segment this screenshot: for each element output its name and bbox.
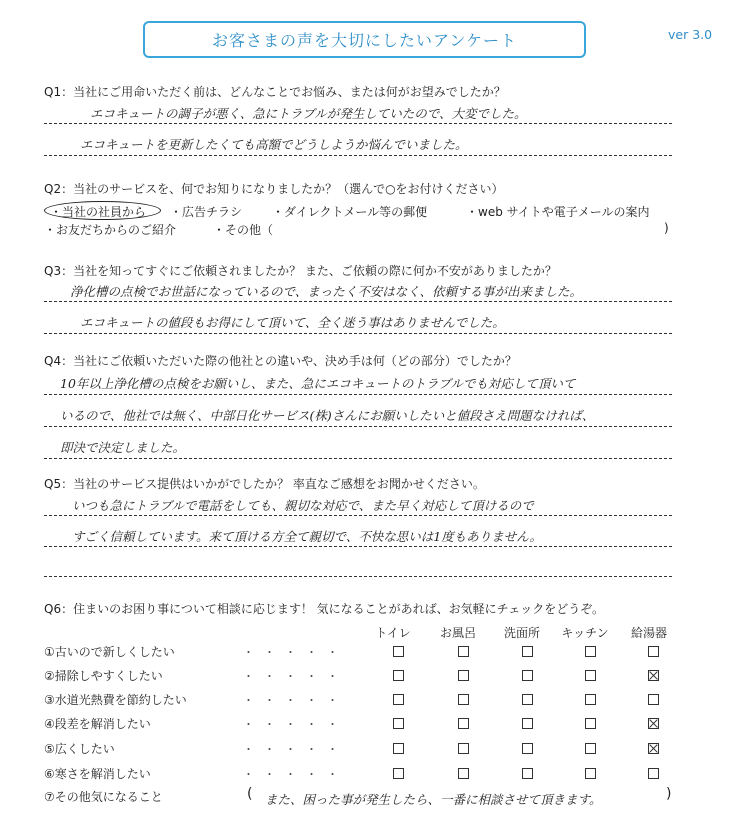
checkbox-checked[interactable] bbox=[648, 670, 659, 681]
q6-question: Q6：住まいのお困り事について相談に応じます！ 気になることがあれば、お気軽にチェックをどうぞ。 bbox=[44, 602, 605, 616]
checkbox[interactable] bbox=[522, 670, 533, 681]
checkbox[interactable] bbox=[648, 768, 659, 779]
q6-row-dots: ・・・・・ bbox=[243, 768, 348, 781]
survey-title: お客さまの声を大切にしたいアンケート bbox=[143, 21, 586, 58]
checkbox[interactable] bbox=[393, 768, 404, 779]
q4-question: Q4：当社にご依頼いただいた際の他社との違いや、決め手は何（どの部分）でしたか？ bbox=[44, 354, 517, 368]
q6-col-toilet: トイレ bbox=[375, 626, 411, 640]
checkbox[interactable] bbox=[522, 646, 533, 657]
checkbox[interactable] bbox=[393, 670, 404, 681]
q4-answer-line-3: 即決で決定しました。 bbox=[60, 440, 186, 455]
q4-answer-rule-2 bbox=[44, 426, 672, 427]
q6-row-dots: ・・・・・ bbox=[243, 646, 348, 659]
checkbox[interactable] bbox=[393, 646, 404, 657]
checkbox-checked[interactable] bbox=[648, 743, 659, 754]
q6-row-label: ③水道光熱費を節約したい bbox=[44, 693, 187, 707]
q1-answer-line-2: エコキュートを更新したくても高額でどうしようか悩んでいました。 bbox=[80, 137, 468, 152]
q5-answer-rule-1 bbox=[44, 515, 672, 516]
q1-answer-rule-1 bbox=[44, 123, 672, 124]
checkbox[interactable] bbox=[585, 743, 596, 754]
q5-answer-rule-3 bbox=[44, 576, 672, 577]
checkbox[interactable] bbox=[393, 743, 404, 754]
q3-answer-line-1: 浄化槽の点検でお世話になっているので、まったく不安はなく、依頼する事が出来ました。 bbox=[70, 284, 583, 299]
checkbox[interactable] bbox=[648, 694, 659, 705]
q2-other-close-paren: ) bbox=[664, 221, 669, 235]
q6-other-open-paren: ( bbox=[247, 786, 253, 802]
q5-question: Q5：当社のサービス提供はいかがでしたか？ 率直なご感想をお聞かせください。 bbox=[44, 477, 485, 491]
q2-option-web[interactable]: ・web サイトや電子メールの案内 bbox=[466, 205, 650, 219]
q1-answer-rule-2 bbox=[44, 155, 672, 156]
checkbox[interactable] bbox=[458, 718, 469, 729]
checkbox[interactable] bbox=[458, 670, 469, 681]
q5-answer-line-1: いつも急にトラブルで電話をしても、親切な対応で、また早く対応して頂けるので bbox=[72, 498, 534, 513]
q5-answer-line-2: すごく信頼しています。来て頂ける方全て親切で、不快な思いは1度もありません。 bbox=[72, 529, 542, 544]
checkbox[interactable] bbox=[585, 768, 596, 779]
checkbox-checked[interactable] bbox=[648, 718, 659, 729]
q6-other-close-paren: ) bbox=[666, 786, 672, 802]
q3-question: Q3：当社を知ってすぐにご依頼されましたか？ また、ご依頼の際に何か不安がありましたか？ bbox=[44, 264, 557, 278]
q1-answer-line-1: エコキュートの調子が悪く、急にトラブルが発生していたので、大変でした。 bbox=[90, 106, 527, 121]
version-label: ver 3.0 bbox=[668, 27, 713, 42]
q1-question: Q1：当社にご用命いただく前は、どんなことでお悩み、または何がお望みでしたか？ bbox=[44, 85, 506, 99]
q4-answer-line-2: いるので、他社では無く、中部日化サービス(株)さんにお願いしたいと値段さえ問題なければ、 bbox=[60, 408, 595, 423]
q4-answer-rule-3 bbox=[44, 458, 672, 459]
checkbox[interactable] bbox=[585, 694, 596, 705]
q2-option-friend[interactable]: ・お友だちからのご紹介 bbox=[44, 223, 177, 237]
q6-other-label: ⑦その他気になること bbox=[44, 790, 163, 804]
checkbox[interactable] bbox=[393, 718, 404, 729]
checkbox[interactable] bbox=[522, 718, 533, 729]
q2-option-other[interactable]: ・その他（ bbox=[213, 223, 274, 237]
checkbox[interactable] bbox=[648, 646, 659, 657]
checkbox[interactable] bbox=[522, 768, 533, 779]
checkbox[interactable] bbox=[458, 646, 469, 657]
q6-row-label: ⑥寒さを解消したい bbox=[44, 767, 151, 781]
checkbox[interactable] bbox=[585, 670, 596, 681]
q2-option-staff[interactable]: ・当社の社員から bbox=[50, 205, 147, 219]
checkbox[interactable] bbox=[458, 743, 469, 754]
q6-other-answer: また、困った事が発生したら、一番に相談させて頂きます。 bbox=[265, 792, 602, 807]
q2-option-flyer[interactable]: ・広告チラシ bbox=[170, 205, 243, 219]
q4-answer-line-1: 10年以上浄化槽の点検をお願いし、また、急にエコキュートのトラブルでも対応して頂いて bbox=[60, 376, 576, 391]
checkbox[interactable] bbox=[522, 694, 533, 705]
q4-answer-rule-1 bbox=[44, 394, 672, 395]
q6-row-label: ②掃除しやすくしたい bbox=[44, 669, 163, 683]
q5-answer-rule-2 bbox=[44, 546, 672, 547]
q6-row-dots: ・・・・・ bbox=[243, 718, 348, 731]
checkbox[interactable] bbox=[522, 743, 533, 754]
checkbox[interactable] bbox=[458, 768, 469, 779]
checkbox[interactable] bbox=[585, 718, 596, 729]
checkbox[interactable] bbox=[458, 694, 469, 705]
q6-row-label: ⑤広くしたい bbox=[44, 742, 115, 756]
checkbox[interactable] bbox=[585, 646, 596, 657]
q6-col-bath: お風呂 bbox=[439, 626, 476, 640]
q6-row-label: ①古いので新しくしたい bbox=[44, 645, 175, 659]
q6-col-washroom: 洗面所 bbox=[503, 626, 540, 640]
q3-answer-rule-2 bbox=[44, 333, 672, 334]
q2-option-direct-mail[interactable]: ・ダイレクトメール等の郵便 bbox=[272, 205, 428, 219]
q6-col-water-heater: 給湯器 bbox=[630, 626, 667, 640]
q3-answer-rule-1 bbox=[44, 301, 672, 302]
q2-question: Q2：当社のサービスを、何でお知りになりましたか？（選んで○をお付けください） bbox=[44, 182, 504, 196]
q6-row-dots: ・・・・・ bbox=[243, 694, 348, 707]
q6-row-dots: ・・・・・ bbox=[243, 670, 348, 683]
checkbox[interactable] bbox=[393, 694, 404, 705]
q3-answer-line-2: エコキュートの値段もお得にして頂いて、全く迷う事はありませんでした。 bbox=[80, 315, 505, 330]
q6-col-kitchen: キッチン bbox=[561, 626, 609, 640]
q6-row-label: ④段差を解消したい bbox=[44, 717, 151, 731]
q6-row-dots: ・・・・・ bbox=[243, 743, 348, 756]
